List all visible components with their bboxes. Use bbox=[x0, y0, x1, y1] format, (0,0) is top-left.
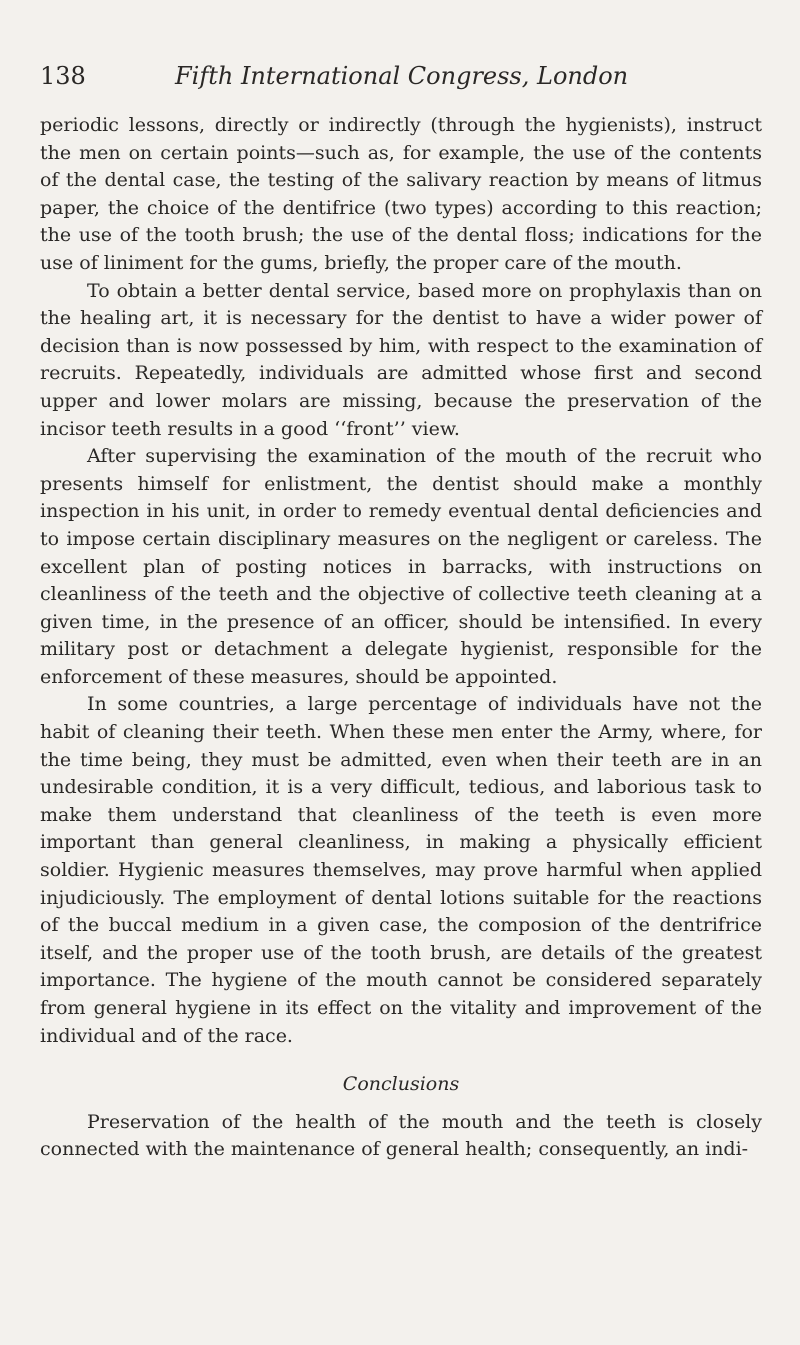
paragraph-cleaning-habit: In some countries, a large percentage of individuals have not the habit of cleaning their teeth. When these men enter the Army, where, for the time being, they must be admitted, even when their teeth are in an undesirable condition, it is a very difficult, tedious, and laborious task to make them understand that cleanliness of the teeth is even more important than general cleanliness, in making a physically efficient soldier. Hygienic measures themselves, may prove harmful when applied injudiciously. The employment of dental lotions suitable for the reactions of the buccal medium in a given case, the composion of the dentrifrice itself, and the proper use of the tooth brush, are details of the greatest importance. The hygiene of the mouth cannot be considered separately from general hygiene in its effect on the vitality and improvement of the individual and of the race. bbox=[40, 693, 762, 1047]
paragraph-dental-service: To obtain a better dental service, based more on prophylaxis than on the healing art, it is necessary for the dentist to have a wider power of decision than is now possessed by him, with respect to the examination of recruits. Repeatedly, individuals are admitted whose first and second upper and lower molars are missing, because the preservation of the incisor teeth results in a good ‘‘front’’ view. bbox=[40, 279, 762, 440]
page-number: 138 bbox=[40, 62, 86, 90]
body-text bbox=[40, 112, 762, 1164]
paragraph-supervising-examination: After supervising the examination of the mouth of the recruit who presents himself for enlistment, the dentist should make a monthly inspection in his unit, in order to remedy eventual dental deficiencies and to impose certain disciplinary measures on the negligent or careless. The excellent plan of posting notices in barracks, with instructions on cleanliness of the teeth and the objective of collective teeth cleaning at a given time, in the presence of an officer, should be intensified. In every military post or detachment a delegate hygienist, responsible for the enforcement of these measures, should be appointed. bbox=[40, 445, 762, 688]
paragraph-continued: periodic lessons, directly or indirectly (through the hygienists), instruct the men on certain points—such as, for example, the use of the contents of the dental case, the testing of the salivary reaction by means of litmus paper, the choice of the dentifrice (two types) according to this reaction; the use of the tooth brush; the use of the dental floss; indications for the use of liniment for the gums, briefly, the proper care of the mouth. bbox=[40, 114, 762, 274]
running-head bbox=[40, 62, 762, 98]
section-heading-conclusions: Conclusions bbox=[342, 1073, 460, 1096]
paragraph-conclusions: Preservation of the health of the mouth and the teeth is closely connected with the maintenance of general health; consequently, an indi- bbox=[40, 1110, 762, 1161]
running-title: Fifth International Congress, London bbox=[175, 62, 629, 90]
